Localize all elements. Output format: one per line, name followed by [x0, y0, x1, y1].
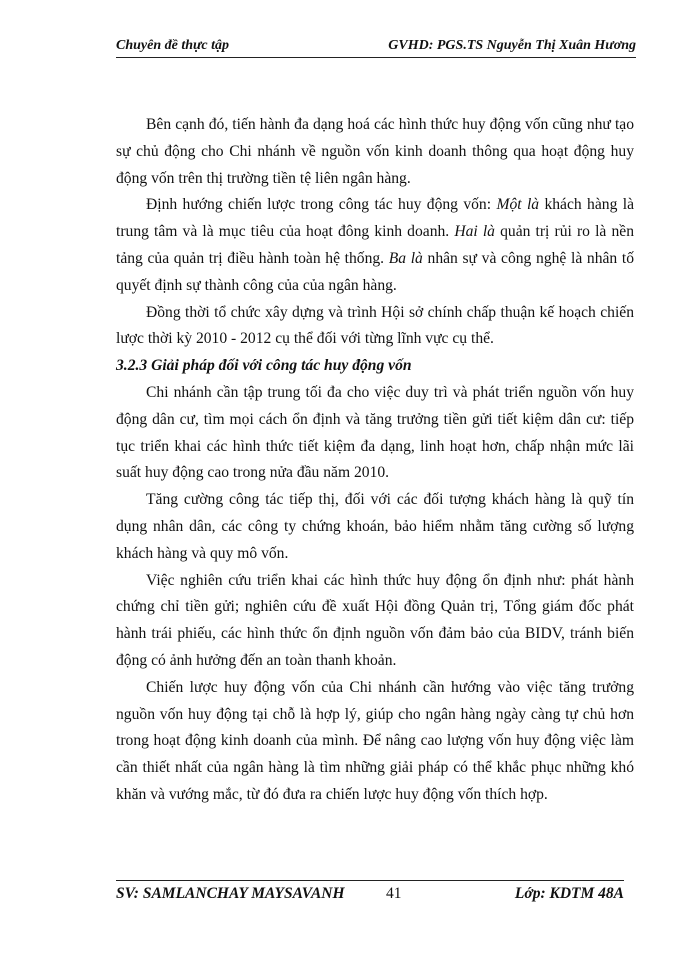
emphasis-ba-la: Ba là	[388, 249, 423, 267]
emphasis-hai-la: Hai là	[454, 223, 495, 241]
paragraph-2-text-c: khách hàng là trung tâm và là mục tiêu của hoạt đông kinh doanh.	[116, 196, 634, 241]
header-title: Chuyên đề thực tập	[116, 38, 230, 53]
header-advisor: GVHD: PGS.TS Nguyễn Thị Xuân Hương	[388, 38, 636, 53]
paragraph-2-text-g: nhân sự và công nghệ là nhân tố quyết định sự thành công của của ngân hàng.	[116, 249, 634, 294]
page-footer	[116, 880, 624, 903]
document-body	[116, 112, 634, 809]
footer-class: Lớp: KDTM 48A	[514, 885, 624, 902]
section-heading: 3.2.3 Giải pháp đối với công tác huy động vốn	[116, 357, 412, 375]
page-number: 41	[386, 885, 402, 902]
paragraph-6: Việc nghiên cứu triển khai các hình thức huy động ổn định như: phát hành chứng chỉ tiền gửi; nghiên cứu đề xuất Hội đồng Quản trị, Tổng giám đốc phát hành trái phiếu, các hình thức ổn định nguồn vốn đảm bảo của BIDV, tránh biến động có ảnh hưởng đến an toàn thanh khoản.	[116, 571, 634, 669]
paragraph-7: Chiến lược huy động vốn của Chi nhánh cần hướng vào việc tăng trưởng nguồn vốn huy động tại chỗ là hợp lý, giúp cho ngân hàng ngày càng tự chủ hơn trong hoạt động kinh doanh của mình. Để nâng cao lượng vốn huy động việc làm cần thiết nhất của ngân hàng là tìm những giải pháp có thể khắc phục những khó khăn và vướng mắc, từ đó đưa ra chiến lược huy động vốn thích hợp.	[116, 678, 634, 803]
paragraph-4: Chi nhánh cần tập trung tối đa cho việc duy trì và phát triển nguồn vốn huy động dân cư, tìm mọi cách ổn định và tăng trưởng tiền gửi tiết kiệm dân cư: tiếp tục triển khai các hình thức tiết kiệm đa dạng, linh hoạt hơn, chấp nhận mức lãi suất huy động cao trong nửa đầu năm 2010.	[116, 383, 634, 482]
footer-student: SV: SAMLANCHAY MAYSAVANH	[116, 885, 345, 902]
paragraph-1: Bên cạnh đó, tiến hành đa dạng hoá các hình thức huy động vốn cũng như tạo sự chủ động cho Chi nhánh về nguồn vốn kinh doanh thông qua hoạt động huy động vốn trên thị trường tiền tệ liên ngân hàng.	[116, 116, 634, 187]
paragraph-2-text-a: Định hướng chiến lược trong công tác huy động vốn:	[146, 196, 497, 214]
paragraph-3: Đồng thời tổ chức xây dựng và trình Hội sở chính chấp thuận kế hoạch chiến lược thời kỳ 2010 - 2012 cụ thể đối với từng lĩnh vực cụ thể.	[116, 303, 634, 348]
page-header	[116, 38, 636, 58]
paragraph-2-text-e: quản trị rủi ro là nền tảng của quản trị điều hành toàn hệ thống.	[116, 223, 634, 267]
paragraph-5: Tăng cường công tác tiếp thị, đối với các đối tượng khách hàng là quỹ tín dụng nhân dân, các công ty chứng khoán, bảo hiểm nhằm tăng cường số lượng khách hàng và quy mô vốn.	[116, 491, 634, 562]
emphasis-mot-la: Một là	[496, 196, 540, 214]
paragraph-2	[116, 192, 634, 299]
